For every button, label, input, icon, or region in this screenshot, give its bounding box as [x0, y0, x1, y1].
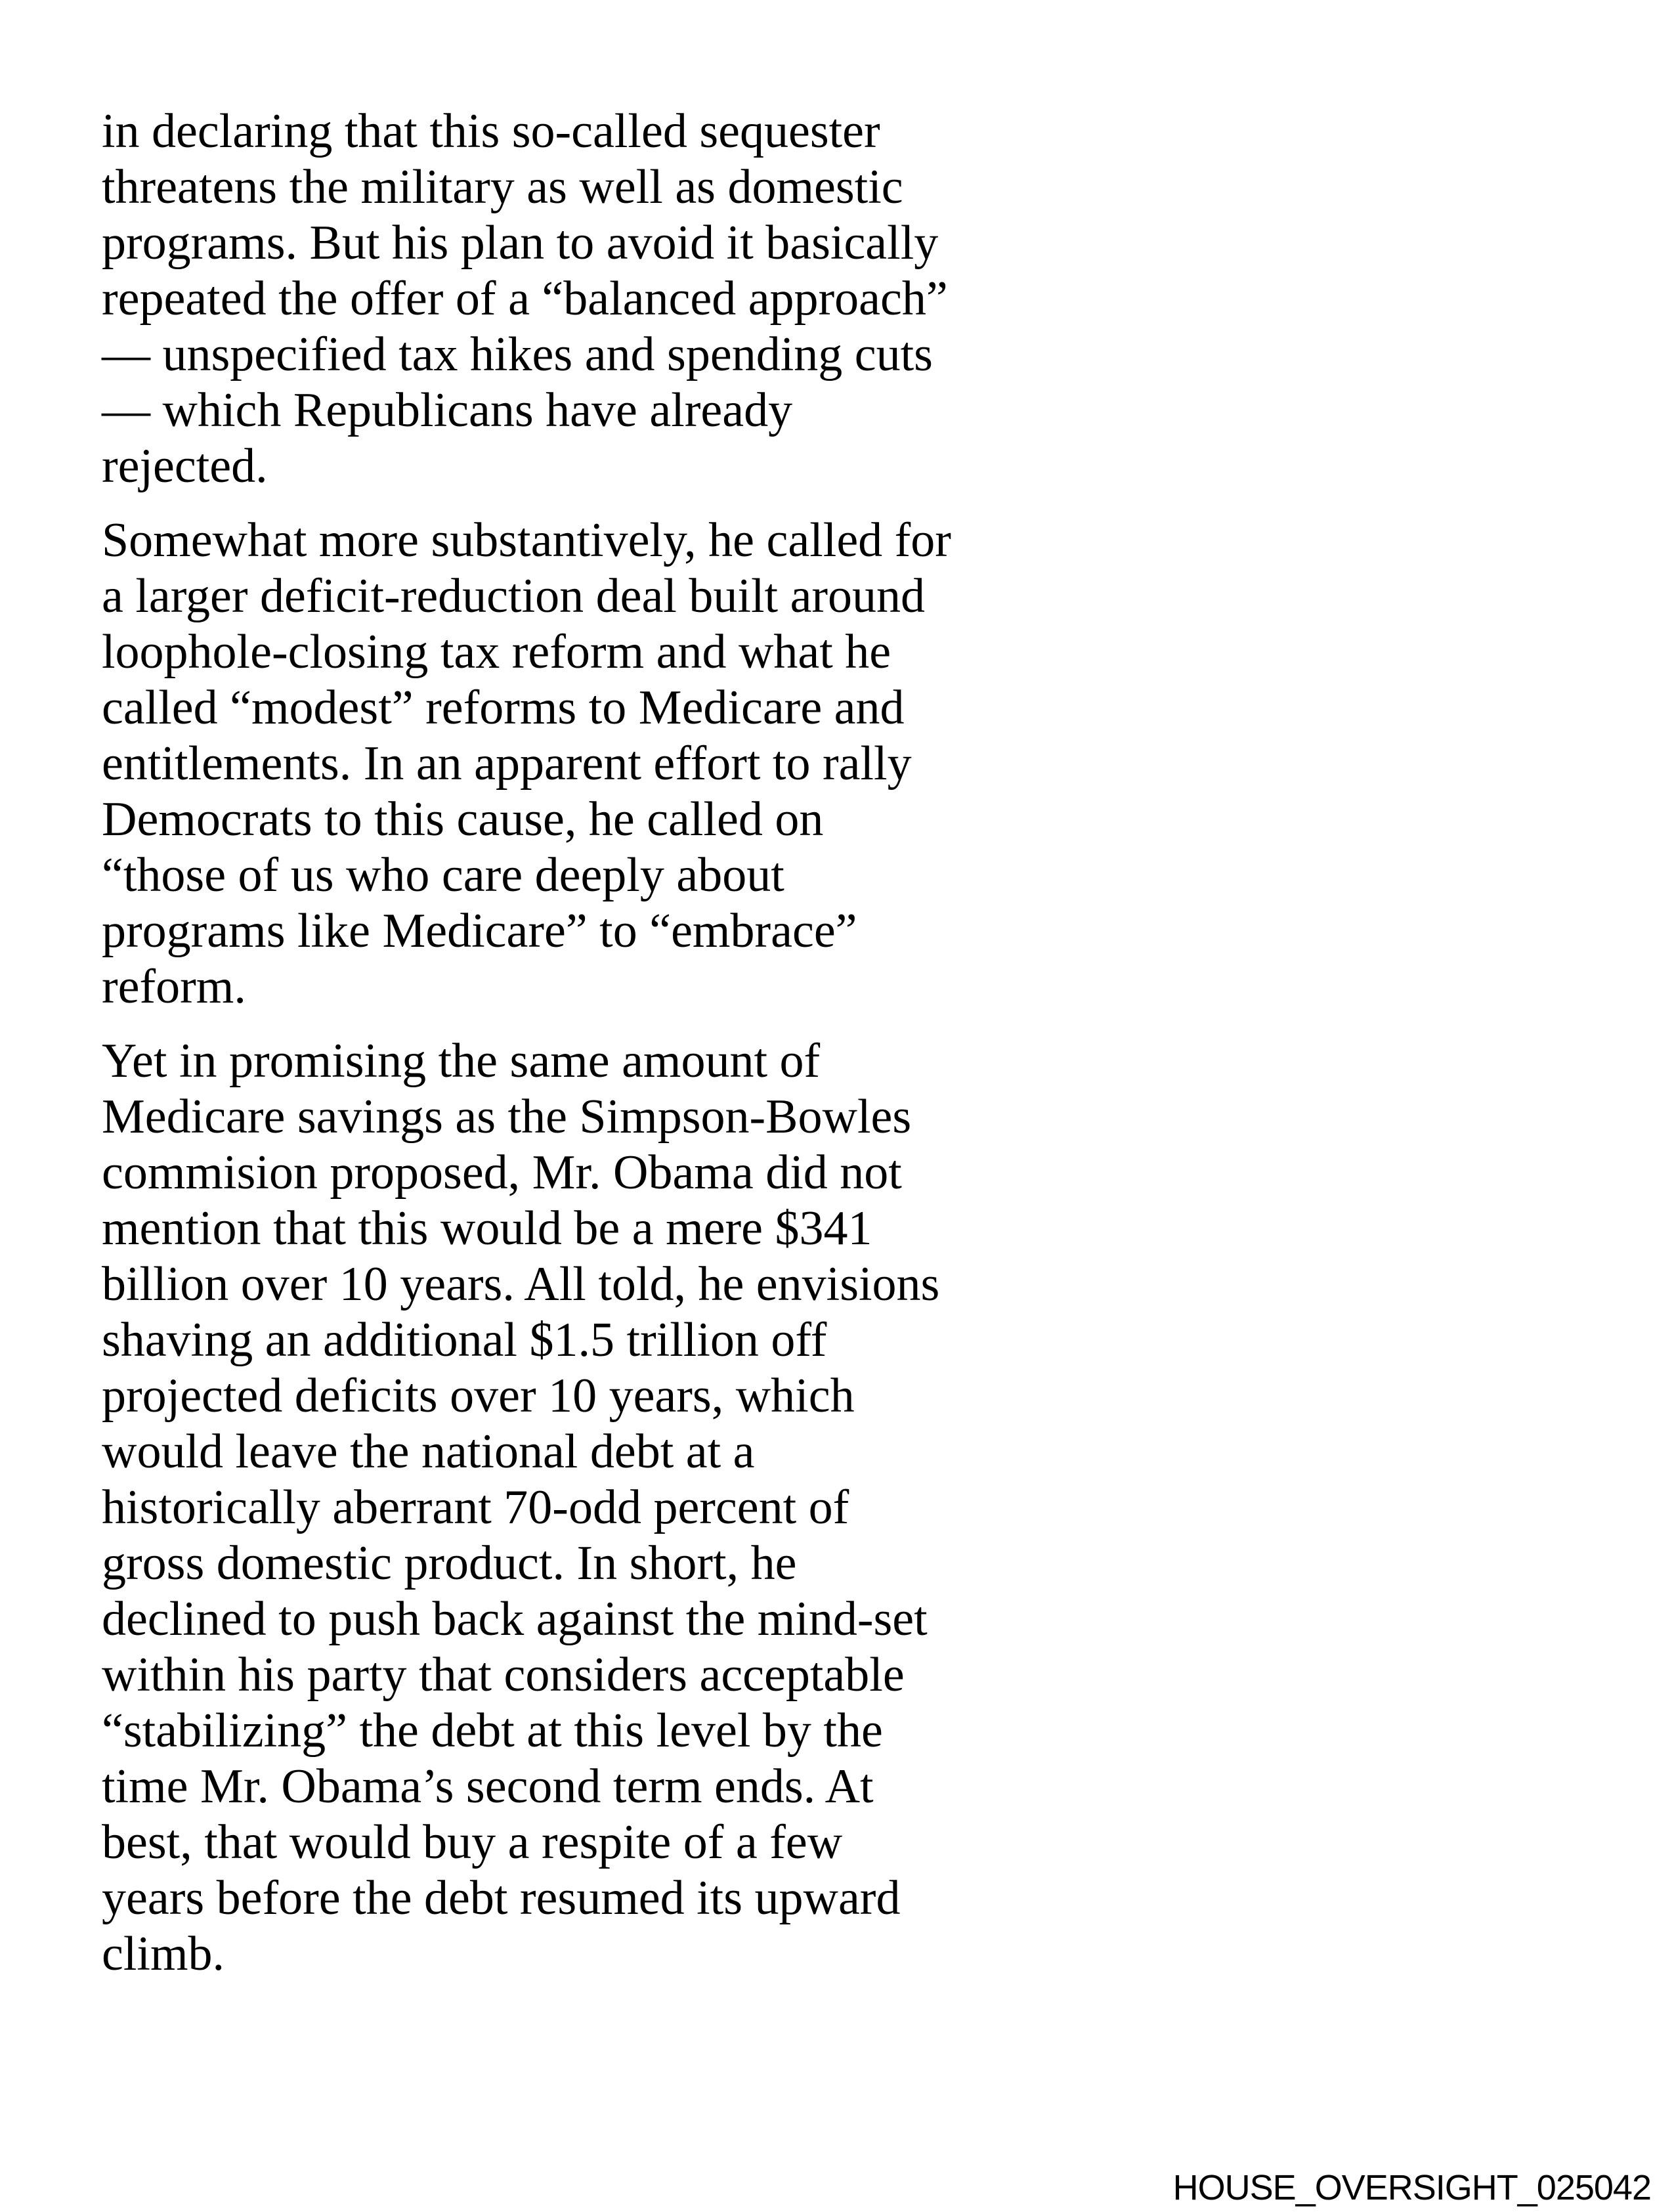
text-line: programs like Medicare” to “embrace” — [102, 904, 857, 958]
paragraph — [102, 104, 995, 494]
text-line: gross domestic product. In short, he — [102, 1536, 797, 1590]
text-line: time Mr. Obama’s second term ends. At — [102, 1760, 874, 1813]
text-line: a larger deficit-reduction deal built around — [102, 569, 926, 623]
text-line: “stabilizing” the debt at this level by the — [102, 1704, 883, 1758]
text-line: reform. — [102, 960, 246, 1014]
text-line: loophole-closing tax reform and what he — [102, 625, 891, 679]
text-column — [102, 104, 995, 2001]
text-line: declined to push back against the mind-set — [102, 1592, 928, 1646]
paragraph — [102, 513, 995, 1015]
text-line: entitlements. In an apparent effort to rally — [102, 737, 912, 791]
text-line: — unspecified tax hikes and spending cuts — [102, 328, 933, 381]
text-line: projected deficits over 10 years, which — [102, 1369, 855, 1423]
text-line: in declaring that this so-called sequester — [102, 104, 880, 158]
text-line: shaving an additional $1.5 trillion off — [102, 1313, 827, 1367]
text-line: mention that this would be a mere $341 — [102, 1202, 872, 1255]
text-line: “those of us who care deeply about — [102, 848, 784, 902]
text-line: years before the debt resumed its upward — [102, 1871, 901, 1925]
text-line: Yet in promising the same amount of — [102, 1034, 821, 1088]
text-line: climb. — [102, 1927, 225, 1981]
text-line: called “modest” reforms to Medicare and — [102, 681, 905, 735]
text-line: — which Republicans have already — [102, 383, 793, 437]
text-line: repeated the offer of a “balanced approach” — [102, 272, 948, 326]
text-line: Somewhat more substantively, he called for — [102, 513, 951, 567]
text-line: Medicare savings as the Simpson-Bowles — [102, 1090, 912, 1144]
text-line: would leave the national debt at a — [102, 1425, 755, 1479]
text-line: billion over 10 years. All told, he envisions — [102, 1257, 940, 1311]
text-line: programs. But his plan to avoid it basically — [102, 216, 939, 270]
text-line: rejected. — [102, 439, 268, 493]
text-line: commision proposed, Mr. Obama did not — [102, 1146, 902, 1200]
text-line: Democrats to this cause, he called on — [102, 792, 824, 846]
text-line: historically aberrant 70-odd percent of — [102, 1481, 849, 1534]
bates-number-label: HOUSE_OVERSIGHT_025042 — [1172, 2168, 1651, 2207]
text-line: threatens the military as well as domestic — [102, 160, 903, 214]
paragraph — [102, 1033, 995, 1982]
text-line: within his party that considers acceptable — [102, 1648, 905, 1702]
text-line: best, that would buy a respite of a few — [102, 1815, 843, 1869]
